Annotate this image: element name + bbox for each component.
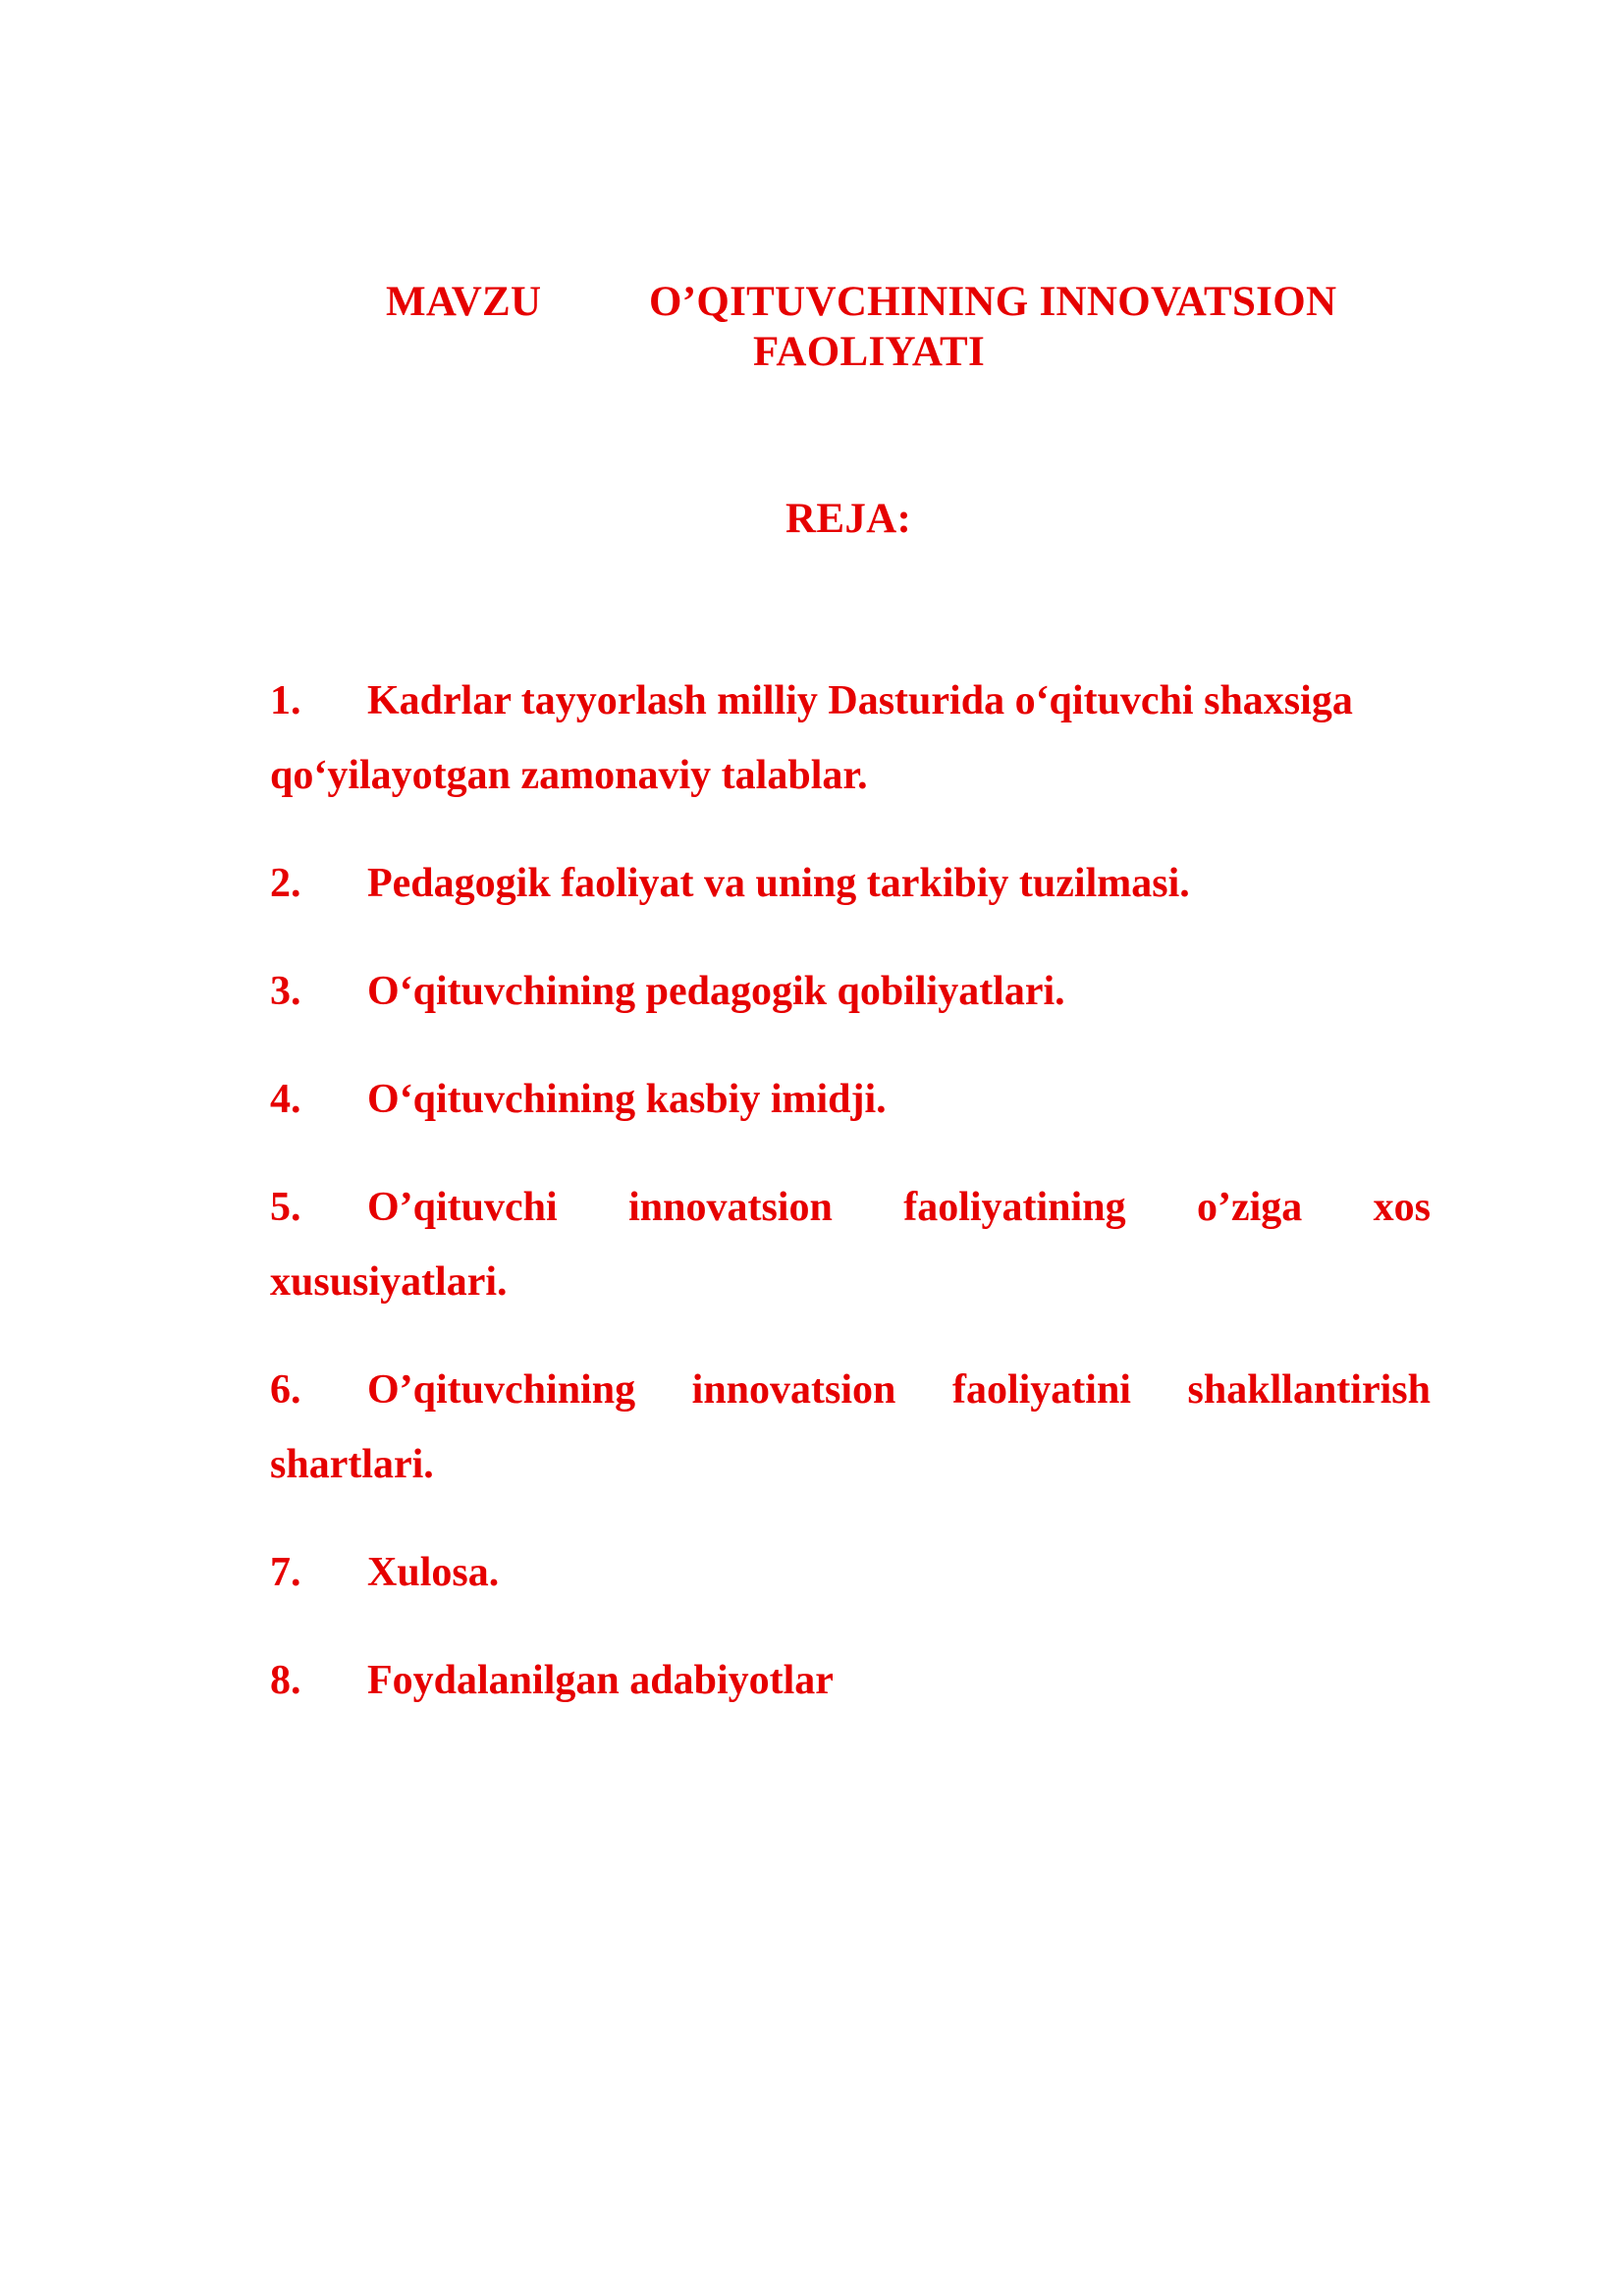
plan-item-number: 4. (270, 1077, 301, 1122)
topic-label: MAVZU (386, 279, 542, 325)
plan-item-number: 1. (270, 678, 301, 723)
plan-item-number: 2. (270, 861, 301, 906)
plan-item-3 (270, 954, 1431, 1029)
plan-item-number: 5. (270, 1185, 301, 1230)
plan-item-word: xos (1373, 1185, 1431, 1230)
plan-item-text: O‘qituvchining kasbiy imidji. (367, 1077, 887, 1122)
plan-item-text (367, 1353, 1431, 1427)
plan-item-number: 3. (270, 969, 301, 1014)
plan-item-number: 8. (270, 1658, 301, 1703)
plan-item-word: shakllantirish (1187, 1367, 1431, 1413)
plan-item-8 (270, 1643, 1431, 1718)
plan-item-text: Xulosa. (367, 1550, 500, 1595)
plan-item-text: O‘qituvchining pedagogik qobiliyatlari. (367, 969, 1065, 1014)
plan-item-number: 7. (270, 1550, 301, 1595)
plan-item-word: innovatsion (691, 1367, 896, 1413)
plan-list (270, 664, 1431, 1751)
plan-item-text-continued: qo‘yilayotgan zamonaviy talablar. (270, 753, 868, 798)
plan-item-6 (270, 1353, 1431, 1502)
plan-item-word: O’qituvchi (367, 1185, 558, 1230)
plan-item-number: 6. (270, 1367, 301, 1413)
plan-item-text: Kadrlar tayyorlash milliy Dasturida o‘qituvchi shaxsiga (367, 678, 1353, 723)
plan-item-text-continued: shartlari. (270, 1442, 434, 1487)
plan-item-word: faoliyatining (903, 1185, 1126, 1230)
plan-item-word: o’ziga (1196, 1185, 1303, 1230)
plan-item-4 (270, 1062, 1431, 1137)
plan-item-word: innovatsion (628, 1185, 833, 1230)
plan-item-5 (270, 1170, 1431, 1319)
plan-item-word: O’qituvchining (367, 1367, 636, 1413)
plan-item-text (367, 1170, 1431, 1245)
plan-item-text-continued: xususiyatlari. (270, 1259, 508, 1305)
plan-item-word: faoliyatini (951, 1367, 1131, 1413)
document-title-line-2: FAOLIYATI (753, 329, 986, 375)
plan-item-1 (270, 664, 1431, 813)
plan-item-text: Pedagogik faoliyat va uning tarkibiy tuzilmasi. (367, 861, 1190, 906)
plan-item-7 (270, 1535, 1431, 1610)
document-title-line-1: O’QITUVCHINING INNOVATSION (649, 279, 1337, 325)
plan-heading: REJA: (785, 496, 912, 542)
plan-item-text: Foydalanilgan adabiyotlar (367, 1658, 834, 1703)
plan-item-2 (270, 846, 1431, 921)
